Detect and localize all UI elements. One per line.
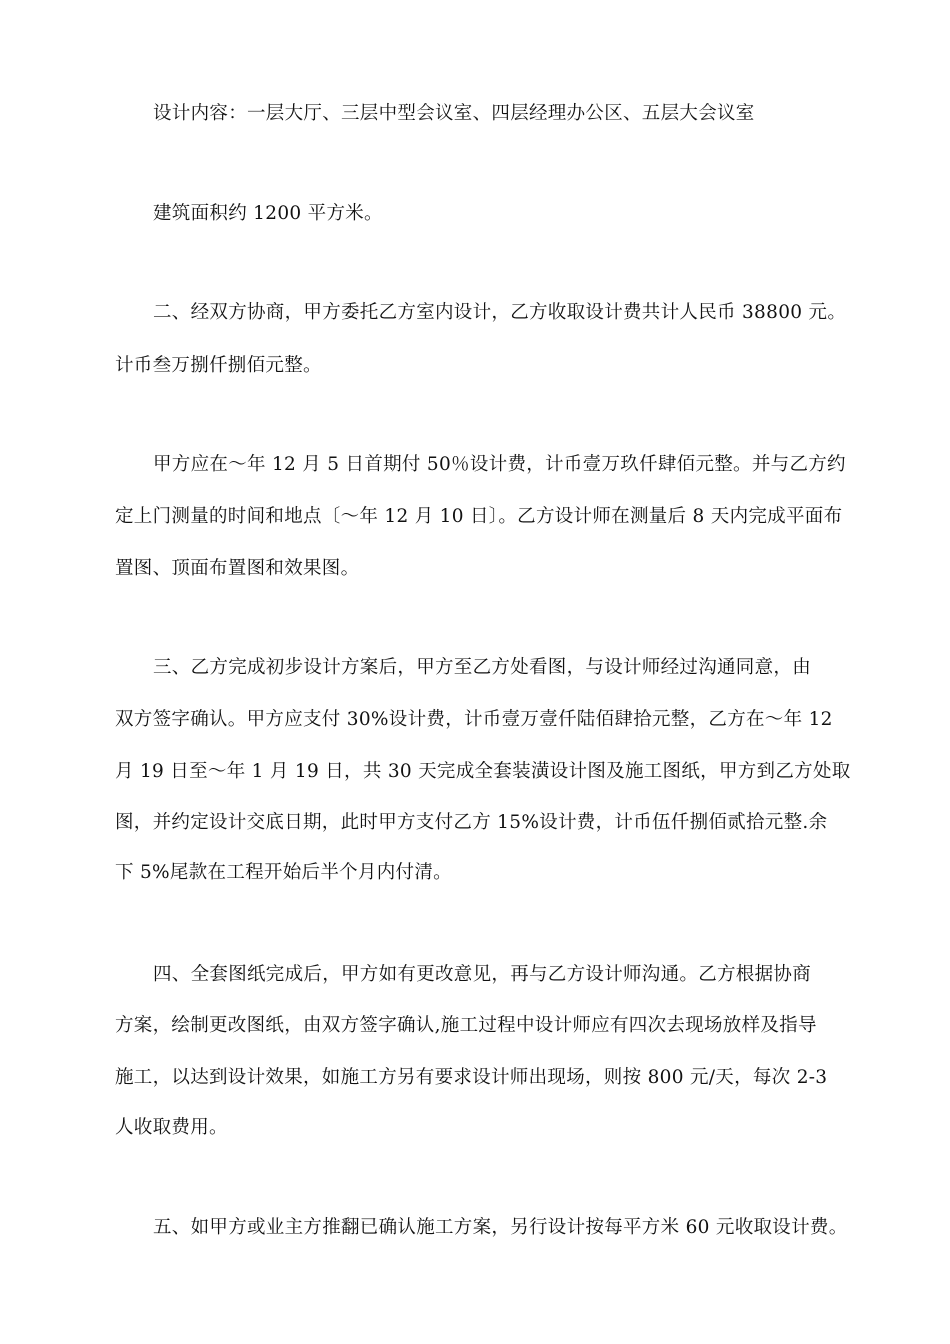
clause-three-line-1: 三、乙方完成初步设计方案后，甲方至乙方处看图，与设计师经过沟通同意，由 bbox=[153, 657, 812, 678]
clause-five-line-1: 五、如甲方或业主方推翻已确认施工方案，另行设计按每平方米 60 元收取设计费。 bbox=[153, 1217, 848, 1238]
first-payment-line-1: 甲方应在～年 12 月 5 日首期付 50％设计费，计币壹万玖仟肆佰元整。并与乙方约 bbox=[153, 454, 846, 475]
design-content-line: 设计内容：一层大厅、三层中型会议室、四层经理办公区、五层大会议室 bbox=[153, 103, 755, 124]
clause-two-line-2: 计币叁万捌仟捌佰元整。 bbox=[115, 355, 322, 376]
clause-four-line-2: 方案，绘制更改图纸，由双方签字确认,施工过程中设计师应有四次去现场放样及指导 bbox=[115, 1015, 817, 1036]
clause-four-line-4: 人收取费用。 bbox=[115, 1117, 228, 1138]
clause-three-line-3: 月 19 日至～年 1 月 19 日，共 30 天完成全套装潢设计图及施工图纸，甲方到乙方处取 bbox=[115, 761, 851, 782]
first-payment-line-2: 定上门测量的时间和地点〔～年 12 月 10 日〕。乙方设计师在测量后 8 天内完成平面布 bbox=[115, 506, 843, 527]
clause-three-line-4: 图，并约定设计交底日期，此时甲方支付乙方 15%设计费，计币伍仟捌佰贰拾元整.余 bbox=[115, 812, 828, 833]
clause-four-line-1: 四、全套图纸完成后，甲方如有更改意见，再与乙方设计师沟通。乙方根据协商 bbox=[153, 964, 812, 985]
clause-three-line-2: 双方签字确认。甲方应支付 30%设计费，计币壹万壹仟陆佰肆拾元整，乙方在～年 12 bbox=[115, 709, 833, 730]
clause-four-line-3: 施工，以达到设计效果，如施工方另有要求设计师出现场，则按 800 元/天，每次 2-3 bbox=[115, 1067, 828, 1088]
clause-two-line-1: 二、经双方协商，甲方委托乙方室内设计，乙方收取设计费共计人民币 38800 元。 bbox=[153, 302, 847, 323]
clause-three-line-5: 下 5%尾款在工程开始后半个月内付清。 bbox=[115, 862, 452, 883]
building-area-line: 建筑面积约 1200 平方米。 bbox=[153, 203, 383, 224]
first-payment-line-3: 置图、顶面布置图和效果图。 bbox=[115, 558, 360, 579]
